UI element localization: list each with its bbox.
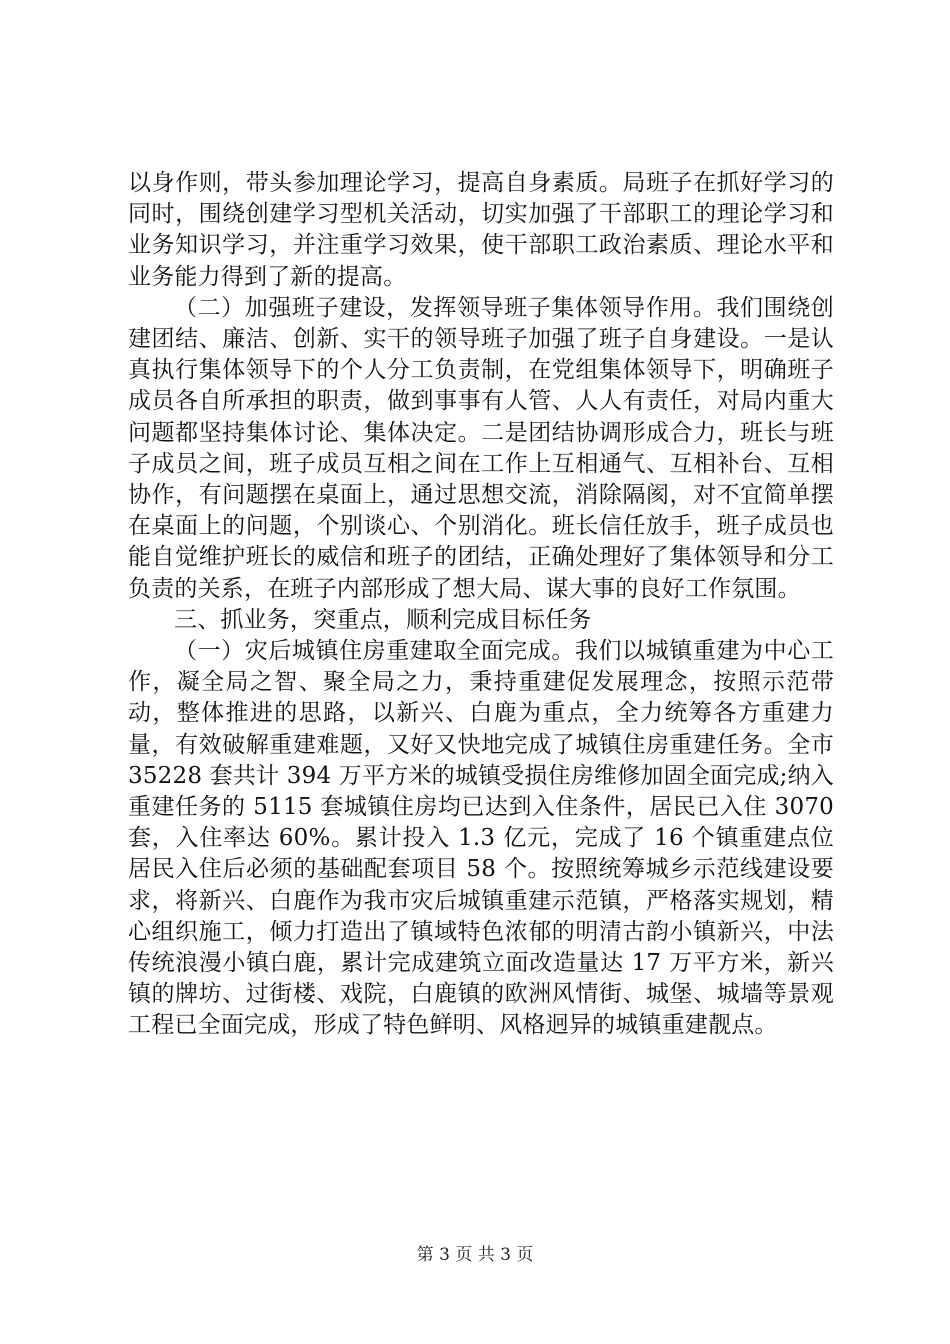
paragraph-1: 以身作则，带头参加理论学习，提高自身素质。局班子在抓好学习的同时，围绕创建学习型机关活动，切实加强了干部职工的理论学习和业务知识学习，并注重学习效果，使干部职工政治素质、理论水平和业务能力得到了新的提高。 (128, 170, 834, 290)
document-body (128, 168, 834, 1042)
paragraph-4: （一）灾后城镇住房重建取全面完成。我们以城镇重建为中心工作，凝全局之智、聚全局之力，秉持重建促发展理念，按照示范带动，整体推进的思路，以新兴、白鹿为重点，全力统筹各方重建力量，有效破解重建难题，又好又快地完成了城镇住房重建任务。全市 35228 套共计 394 万平方米的城镇受损住房维修加固全面完成;纳入重建任务的 5115 套城镇住房均已达到入住条件，居民已入住 3070 套，入住率达 60%。累计投入 1.3 亿元，完成了 16 个镇重建点位居民入住后必须的基础配套项目 58 个。按照统筹城乡示范线建设要求，将新兴、白鹿作为我市灾后城镇重建示范镇，严格落实规划，精心组织施工，倾力打造出了镇域特色浓郁的明清古韵小镇新兴，中法传统浪漫小镇白鹿，累计完成建筑立面改造量达 17 万平方米，新兴镇的牌坊、过街楼、戏院，白鹿镇的欧洲风情街、城堡、城墙等景观工程已全面完成，形成了特色鲜明、风格迥异的城镇重建靓点。 (128, 638, 834, 1039)
section-heading-3: 三、抓业务，突重点，顺利完成目标任务 (174, 606, 592, 633)
page-footer: 第 3 页 共 3 页 (416, 1245, 534, 1265)
paragraph-2: （二）加强班子建设，发挥领导班子集体领导作用。我们围绕创建团结、廉洁、创新、实干的领导班子加强了班子自身建设。一是认真执行集体领导下的个人分工负责制，在党组集体领导下，明确班子成员各自所承担的职责，做到事事有人管、人人有责任，对局内重大问题都坚持集体讨论、集体决定。二是团结协调形成合力，班长与班子成员之间，班子成员互相之间在工作上互相通气、互相补台、互相协作，有问题摆在桌面上，通过思想交流，消除隔阂，对不宜简单摆在桌面上的问题，个别谈心、个别消化。班长信任放手，班子成员也能自觉维护班长的威信和班子的团结，正确处理好了集体领导和分工负责的关系，在班子内部形成了想大局、谋大事的良好工作氛围。 (128, 294, 834, 602)
